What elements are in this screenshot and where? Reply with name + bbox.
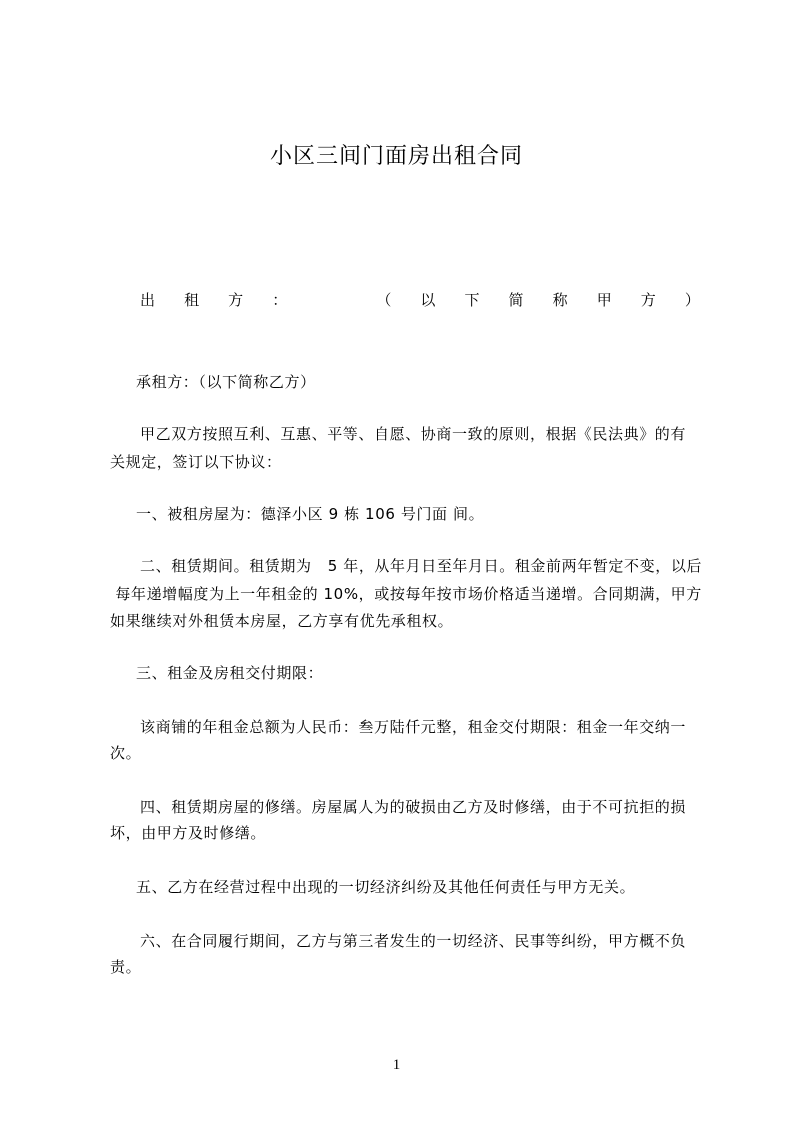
lessor-char: 出 <box>140 291 156 309</box>
lessor-char: 下 <box>464 291 480 309</box>
clause-4-line: 坏，由甲方及时修缮。 <box>110 824 267 842</box>
intro-line: 甲乙双方按照互利、互惠、平等、自愿、协商一致的原则，根据《民法典》的有 <box>140 425 687 443</box>
clause-5: 五、乙方在经营过程中出现的一切经济纠纷及其他任何责任与甲方无关。 <box>136 878 636 896</box>
lessor-char: 简 <box>508 291 524 309</box>
lessor-char: ） <box>684 291 700 309</box>
lessor-line <box>110 289 700 311</box>
clause-2-line: 每年递增幅度为上一年租金的 10%，或按每年按市场价格适当递增。合同期满，甲方 <box>110 585 702 603</box>
lessor-char: 方 <box>228 291 244 309</box>
clause-6-line: 六、在合同履行期间，乙方与第三者发生的一切经济、民事等纠纷，甲方概不负 <box>140 932 687 950</box>
lessor-char: 以 <box>420 291 436 309</box>
clause-2-line: 二、租赁期间。租赁期为 5 年，从年月日至年月日。租金前两年暂定不变，以后 <box>140 557 703 575</box>
lessor-char: 租 <box>184 291 200 309</box>
document-title: 小区三间门面房出租合同 <box>269 144 523 169</box>
clause-2-line: 如果继续对外租赁本房屋，乙方享有优先承租权。 <box>110 612 454 630</box>
clause-4-line: 四、租赁期房屋的修缮。房屋属人为的破损由乙方及时修缮，由于不可抗拒的损 <box>140 798 687 816</box>
lessor-char: 称 <box>552 291 568 309</box>
page-number: 1 <box>392 1057 401 1073</box>
lessor-char: ： <box>272 291 288 309</box>
lessee-line: 承租方：（以下简称乙方） <box>136 373 316 391</box>
lessor-char: 方 <box>640 291 656 309</box>
lessor-char: （ <box>376 291 392 309</box>
clause-3: 三、租金及房租交付期限： <box>136 664 324 682</box>
rent-detail-line: 次。 <box>110 744 142 762</box>
intro-line: 关规定，签订以下协议： <box>110 453 282 471</box>
lessor-char: 甲 <box>596 291 612 309</box>
clause-6-line: 责。 <box>110 958 142 976</box>
clause-1: 一、被租房屋为：德泽小区 9 栋 106 号门面 间。 <box>136 505 485 523</box>
rent-detail-line: 该商铺的年租金总额为人民币：叁万陆仟元整，租金交付期限：租金一年交纳一 <box>140 718 687 736</box>
